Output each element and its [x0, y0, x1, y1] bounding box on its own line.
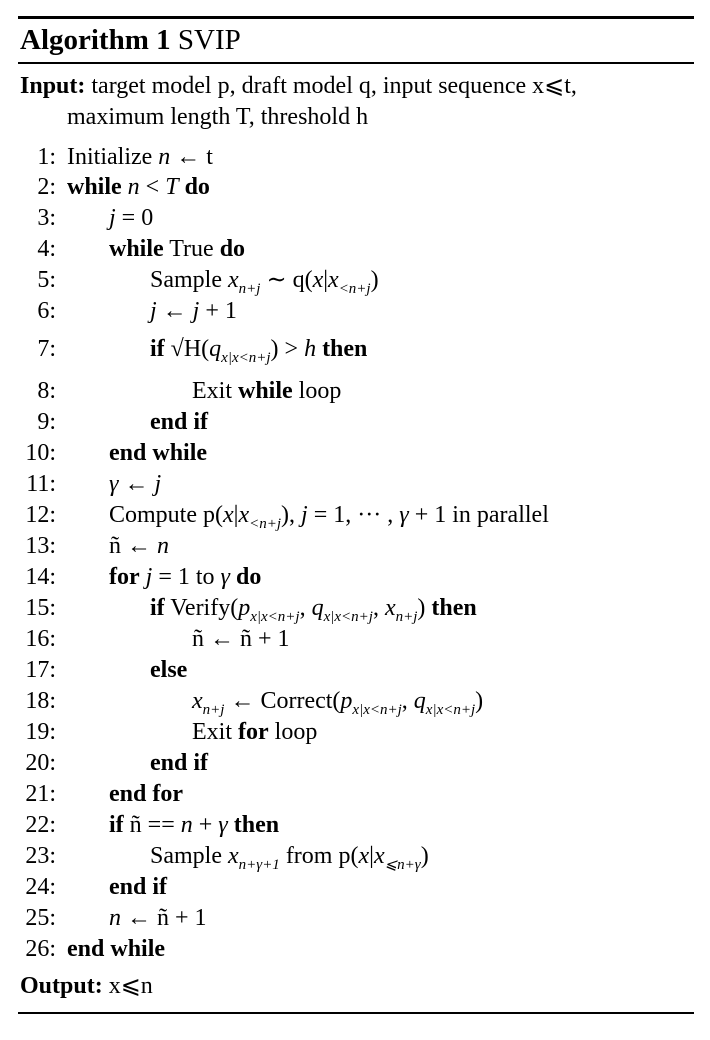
line-number: 6: [37, 298, 56, 324]
input-block [20, 71, 577, 133]
line-text: Exit while loop [192, 378, 342, 404]
line-text: for j = 1 to γ do [109, 564, 262, 590]
line-text: end if [150, 409, 209, 435]
line-text: ñ ← ñ + 1 [192, 626, 290, 652]
line-text: Sample $x_{n+j}$ ∼ $q(x|x_{<n+j})$ [150, 267, 379, 297]
line-number: 10: [25, 440, 56, 466]
line-text: Compute $p(x|x_{<n+j})$, j = 1, ··· , γ + 1 in parallel [109, 502, 549, 532]
line-number: 16: [25, 626, 56, 652]
line-number: 2: [37, 174, 56, 200]
line-number: 9: [37, 409, 56, 435]
line-text: end for [109, 781, 184, 807]
line-text: if ñ == n + γ then [109, 812, 280, 838]
line-text: Exit for loop [192, 719, 318, 745]
output-label: Output: [20, 973, 103, 999]
line-text: end while [109, 440, 208, 466]
line-number: 18: [25, 688, 56, 714]
line-number: 20: [25, 750, 56, 776]
line-number: 14: [25, 564, 56, 590]
line-text: j ← j + 1 [150, 298, 237, 324]
algorithm-label: Algorithm 1 [20, 24, 171, 56]
line-number: 17: [25, 657, 56, 683]
bottom-rule [18, 1012, 694, 1014]
line-number: 19: [25, 719, 56, 745]
line-number: 5: [37, 267, 56, 293]
top-rule [18, 16, 694, 19]
line-text: end if [109, 874, 168, 900]
line-text: γ ← j [109, 471, 162, 497]
line-text: ñ ← n [109, 533, 169, 559]
line-text: else [150, 657, 188, 683]
line-number: 23: [25, 843, 56, 869]
header-rule [18, 62, 694, 64]
line-number: 4: [37, 236, 56, 262]
line-text: Initialize n ← t [67, 144, 213, 170]
line-number: 13: [25, 533, 56, 559]
line-text: j = 0 [109, 205, 154, 231]
output-value: x⩽n [108, 973, 153, 999]
line-number: 3: [37, 205, 56, 231]
line-number: 8: [37, 378, 56, 404]
line-text: while True do [109, 236, 246, 262]
algorithm-title [20, 20, 241, 60]
line-number: 21: [25, 781, 56, 807]
output-block [20, 971, 153, 1002]
line-number: 25: [25, 905, 56, 931]
line-text: n ← ñ + 1 [109, 905, 207, 931]
line-number: 22: [25, 812, 56, 838]
line-number: 1: [37, 144, 56, 170]
line-text: end if [150, 750, 209, 776]
line-text: Sample $x_{n+\gamma+1}$ from $p(x|x_{⩽n+\gamma})$ [150, 843, 429, 873]
line-text: while n < T do [67, 174, 210, 200]
line-text: if $√H(q_{x|x<n+j}) > h$ then [150, 336, 368, 366]
line-text: end while [67, 936, 166, 962]
line-number: 15: [25, 595, 56, 621]
line-number: 7: [37, 336, 56, 362]
algorithm-name: SVIP [177, 24, 241, 56]
line-number: 24: [25, 874, 56, 900]
input-line-1: target model p, draft model q, input sequence x⩽t, [91, 73, 577, 99]
line-number: 12: [25, 502, 56, 528]
line-text: $x_{n+j}$ ← $Correct(p_{x|x<n+j}$, $q_{x|x<n+j}$) [192, 688, 484, 718]
input-line-2: maximum length T, threshold h [67, 104, 369, 130]
input-label: Input: [20, 73, 86, 99]
line-text: if $Verify(p_{x|x<n+j}$, $q_{x|x<n+j}$, $x_{n+j}$) then [150, 595, 477, 625]
line-number: 26: [25, 936, 56, 962]
line-number: 11: [26, 471, 56, 497]
